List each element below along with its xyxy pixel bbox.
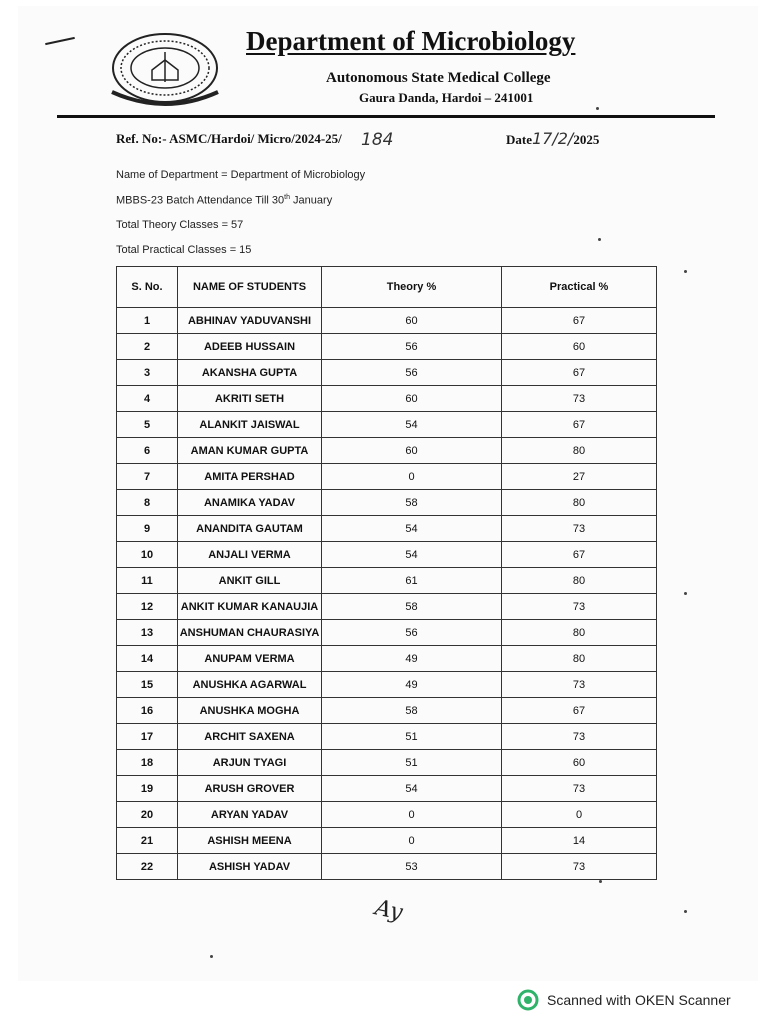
cell-sno: 16 bbox=[117, 698, 178, 724]
cell-sno: 12 bbox=[117, 594, 178, 620]
cell-sno: 22 bbox=[117, 854, 178, 880]
cell-name: ANUSHKA AGARWAL bbox=[178, 672, 322, 698]
cell-sno: 9 bbox=[117, 516, 178, 542]
cell-name: ANKIT KUMAR KANAUJIA bbox=[178, 594, 322, 620]
table-row bbox=[117, 360, 657, 386]
cell-sno: 8 bbox=[117, 490, 178, 516]
table-header-row bbox=[117, 267, 657, 308]
cell-sno: 15 bbox=[117, 672, 178, 698]
cell-theory: 58 bbox=[322, 594, 502, 620]
batch-month: January bbox=[290, 194, 333, 207]
cell-sno: 6 bbox=[117, 438, 178, 464]
cell-sno: 14 bbox=[117, 646, 178, 672]
cell-name: AMAN KUMAR GUPTA bbox=[178, 438, 322, 464]
attendance-table bbox=[116, 266, 657, 880]
cell-name: ARJUN TYAGI bbox=[178, 750, 322, 776]
cell-theory: 54 bbox=[322, 516, 502, 542]
date-handwritten: 17/2/ bbox=[532, 129, 574, 148]
table-row bbox=[117, 490, 657, 516]
scanner-label: Scanned with OKEN Scanner bbox=[547, 992, 731, 1008]
reference-number: 184 bbox=[361, 130, 394, 150]
speck bbox=[598, 238, 601, 241]
cell-name: AKANSHA GUPTA bbox=[178, 360, 322, 386]
practical-total: Total Practical Classes = 15 bbox=[116, 244, 252, 256]
cell-sno: 1 bbox=[117, 308, 178, 334]
cell-theory: 51 bbox=[322, 724, 502, 750]
speck bbox=[210, 955, 213, 958]
table-row bbox=[117, 412, 657, 438]
cell-sno: 10 bbox=[117, 542, 178, 568]
cell-name: ASHISH YADAV bbox=[178, 854, 322, 880]
date-year: 2025 bbox=[573, 132, 600, 147]
table-row bbox=[117, 542, 657, 568]
speck bbox=[684, 270, 687, 273]
header-practical: Practical % bbox=[502, 267, 657, 308]
cell-name: ARCHIT SAXENA bbox=[178, 724, 322, 750]
speck bbox=[599, 880, 602, 883]
table-row bbox=[117, 594, 657, 620]
cell-sno: 5 bbox=[117, 412, 178, 438]
cell-practical: 80 bbox=[502, 646, 657, 672]
table-row bbox=[117, 724, 657, 750]
cell-theory: 60 bbox=[322, 386, 502, 412]
college-address: Gaura Danda, Hardoi – 241001 bbox=[359, 90, 534, 105]
table-row bbox=[117, 698, 657, 724]
cell-practical: 60 bbox=[502, 750, 657, 776]
cell-sno: 20 bbox=[117, 802, 178, 828]
cell-practical: 67 bbox=[502, 542, 657, 568]
cell-name: ANAMIKA YADAV bbox=[178, 490, 322, 516]
batch-sup: th bbox=[284, 194, 290, 201]
cell-name: AMITA PERSHAD bbox=[178, 464, 322, 490]
header-name: NAME OF STUDENTS bbox=[178, 267, 322, 308]
cell-practical: 73 bbox=[502, 594, 657, 620]
table-row bbox=[117, 802, 657, 828]
cell-theory: 0 bbox=[322, 828, 502, 854]
cell-sno: 7 bbox=[117, 464, 178, 490]
table-row bbox=[117, 828, 657, 854]
cell-practical: 27 bbox=[502, 464, 657, 490]
reference-label: Ref. No:- ASMC/Hardoi/ Micro/2024-25/ bbox=[116, 131, 342, 146]
cell-name: ANUPAM VERMA bbox=[178, 646, 322, 672]
speck bbox=[684, 592, 687, 595]
scanner-watermark bbox=[517, 989, 731, 1011]
table-row bbox=[117, 438, 657, 464]
cell-name: ANJALI VERMA bbox=[178, 542, 322, 568]
signature: Ay bbox=[372, 895, 405, 926]
speck bbox=[684, 910, 687, 913]
table-row bbox=[117, 750, 657, 776]
cell-theory: 0 bbox=[322, 802, 502, 828]
cell-name: ALANKIT JAISWAL bbox=[178, 412, 322, 438]
cell-name: ARYAN YADAV bbox=[178, 802, 322, 828]
table-row bbox=[117, 568, 657, 594]
cell-name: ABHINAV YADUVANSHI bbox=[178, 308, 322, 334]
table-body bbox=[117, 308, 657, 880]
cell-sno: 11 bbox=[117, 568, 178, 594]
cell-name: ANUSHKA MOGHA bbox=[178, 698, 322, 724]
cell-theory: 58 bbox=[322, 698, 502, 724]
cell-practical: 14 bbox=[502, 828, 657, 854]
date-label: Date bbox=[506, 132, 532, 147]
cell-practical: 73 bbox=[502, 672, 657, 698]
department-title: Department of Microbiology bbox=[246, 26, 576, 56]
cell-practical: 73 bbox=[502, 854, 657, 880]
date-field bbox=[506, 129, 599, 148]
cell-practical: 67 bbox=[502, 308, 657, 334]
cell-theory: 0 bbox=[322, 464, 502, 490]
header-rule bbox=[57, 115, 715, 118]
table-row bbox=[117, 516, 657, 542]
batch-line bbox=[116, 194, 332, 207]
department-line: Name of Department = Department of Microbiology bbox=[116, 169, 366, 181]
cell-theory: 56 bbox=[322, 360, 502, 386]
college-name: Autonomous State Medical College bbox=[326, 70, 551, 86]
table-row bbox=[117, 620, 657, 646]
cell-theory: 51 bbox=[322, 750, 502, 776]
cell-practical: 67 bbox=[502, 360, 657, 386]
cell-name: ANKIT GILL bbox=[178, 568, 322, 594]
cell-theory: 61 bbox=[322, 568, 502, 594]
cell-practical: 60 bbox=[502, 334, 657, 360]
cell-name: ARUSH GROVER bbox=[178, 776, 322, 802]
cell-practical: 73 bbox=[502, 386, 657, 412]
cell-theory: 53 bbox=[322, 854, 502, 880]
cell-sno: 13 bbox=[117, 620, 178, 646]
table-row bbox=[117, 672, 657, 698]
cell-practical: 80 bbox=[502, 490, 657, 516]
cell-theory: 54 bbox=[322, 776, 502, 802]
cell-sno: 2 bbox=[117, 334, 178, 360]
table-row bbox=[117, 464, 657, 490]
cell-practical: 73 bbox=[502, 724, 657, 750]
table-row bbox=[117, 334, 657, 360]
table-row bbox=[117, 386, 657, 412]
batch-text: MBBS-23 Batch Attendance Till 30 bbox=[116, 194, 285, 207]
theory-total: Total Theory Classes = 57 bbox=[116, 219, 244, 231]
cell-theory: 56 bbox=[322, 334, 502, 360]
table-row bbox=[117, 776, 657, 802]
cell-practical: 67 bbox=[502, 698, 657, 724]
cell-name: AKRITI SETH bbox=[178, 386, 322, 412]
cell-name: ASHISH MEENA bbox=[178, 828, 322, 854]
cell-practical: 80 bbox=[502, 568, 657, 594]
cell-theory: 58 bbox=[322, 490, 502, 516]
header-sno: S. No. bbox=[117, 267, 178, 308]
cell-sno: 18 bbox=[117, 750, 178, 776]
cell-sno: 17 bbox=[117, 724, 178, 750]
college-logo-icon bbox=[108, 30, 226, 110]
scanner-logo-icon bbox=[517, 989, 539, 1011]
cell-practical: 73 bbox=[502, 516, 657, 542]
cell-theory: 49 bbox=[322, 646, 502, 672]
cell-name: ANSHUMAN CHAURASIYA bbox=[178, 620, 322, 646]
header-theory: Theory % bbox=[322, 267, 502, 308]
cell-practical: 0 bbox=[502, 802, 657, 828]
cell-sno: 21 bbox=[117, 828, 178, 854]
cell-theory: 49 bbox=[322, 672, 502, 698]
cell-practical: 80 bbox=[502, 438, 657, 464]
cell-theory: 54 bbox=[322, 412, 502, 438]
cell-name: ADEEB HUSSAIN bbox=[178, 334, 322, 360]
table-row bbox=[117, 308, 657, 334]
cell-name: ANANDITA GAUTAM bbox=[178, 516, 322, 542]
cell-theory: 54 bbox=[322, 542, 502, 568]
speck bbox=[596, 107, 599, 110]
cell-theory: 60 bbox=[322, 308, 502, 334]
cell-practical: 73 bbox=[502, 776, 657, 802]
cell-practical: 67 bbox=[502, 412, 657, 438]
cell-sno: 19 bbox=[117, 776, 178, 802]
table-row bbox=[117, 854, 657, 880]
cell-theory: 56 bbox=[322, 620, 502, 646]
cell-sno: 4 bbox=[117, 386, 178, 412]
cell-sno: 3 bbox=[117, 360, 178, 386]
cell-theory: 60 bbox=[322, 438, 502, 464]
cell-practical: 80 bbox=[502, 620, 657, 646]
table-row bbox=[117, 646, 657, 672]
